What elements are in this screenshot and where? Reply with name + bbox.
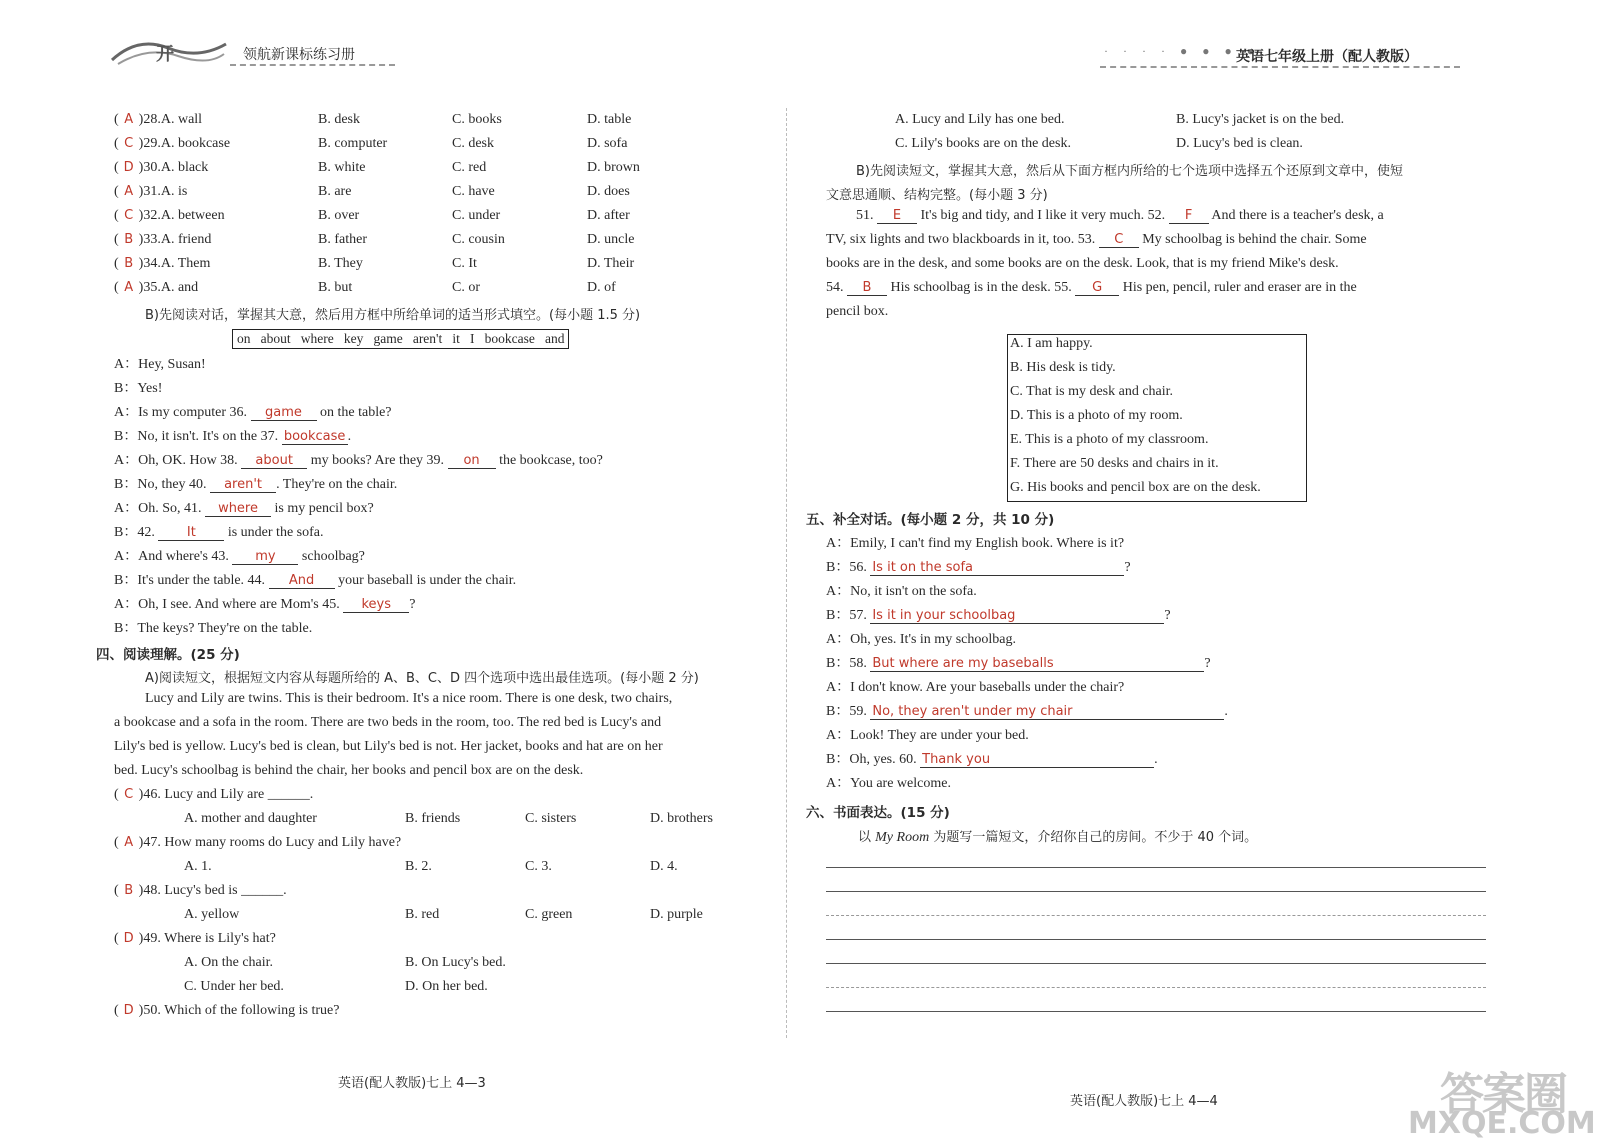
writing-line <box>826 915 1486 916</box>
q49-opt-d: D. On her bed. <box>405 979 488 994</box>
dialog-line: B：57. Is it in your schoolbag ? <box>826 608 1171 623</box>
part-b-instructions-right: B)先阅读短文，掌握其大意，然后从下面方框内所给的七个选项中选择五个还原到文章中，使短 <box>856 164 1403 179</box>
passage-right-line: 51. E It's big and tidy, and I like it very much. 52. F And there is a teacher's desk, a <box>856 208 1384 223</box>
mc-opt-b: B. are <box>318 184 352 199</box>
mc-opt-d: D. after <box>587 208 630 223</box>
mc-opt-c: C. or <box>452 280 480 295</box>
answer-blank: Is it in your schoolbag <box>870 608 1164 624</box>
writing-line <box>826 963 1486 964</box>
dialog-line: B：Oh, yes. 60. Thank you . <box>826 752 1158 767</box>
dialog-line: A：Oh, OK. How 38. about my books? Are they 39. on the bookcase, too? <box>114 453 603 468</box>
mc-row: ( B )34.A. Them <box>114 256 211 271</box>
word-box: on about where key game aren't it I bookcase and <box>232 329 569 349</box>
mc-row: ( B )33.A. friend <box>114 232 212 247</box>
dialog-line: A：Hey, Susan! <box>114 357 206 372</box>
dialog-line: A：Look! They are under your bed. <box>826 728 1029 743</box>
section-6-title: 六、书面表达。(15 分) <box>806 805 950 821</box>
dialog-line: A：Emily, I can't find my English book. Where is it? <box>826 536 1125 551</box>
mc-opt-b: B. white <box>318 160 366 175</box>
answer-blank: my <box>232 549 298 565</box>
writing-line <box>826 1011 1486 1012</box>
answer-blank: where <box>205 501 271 517</box>
dialog-line: A：Oh. So, 41. where is my pencil box? <box>114 501 374 516</box>
q47-opt-a: A. 1. <box>184 859 212 874</box>
q47-opt-d: D. 4. <box>650 859 678 874</box>
q50-opt-c: C. Lily's books are on the desk. <box>895 136 1071 151</box>
mc-opt-c: C. red <box>452 160 487 175</box>
mc-opt-c: C. cousin <box>452 232 505 247</box>
header-divider-right <box>1100 66 1460 68</box>
option-a: A. I am happy. <box>1010 336 1093 351</box>
answer-blank: But where are my baseballs <box>870 656 1204 672</box>
passage-right-line: 54. B His schoolbag is in the desk. 55. G His pen, pencil, ruler and eraser are in the <box>826 280 1357 295</box>
answer-53: C <box>1099 232 1139 248</box>
q48-opt-a: A. yellow <box>184 907 240 922</box>
watermark-url: MXQE.COM <box>1408 1106 1596 1141</box>
mc-opt-b: B. father <box>318 232 367 247</box>
option-d: D. This is a photo of my room. <box>1010 408 1183 423</box>
q46-opt-d: D. brothers <box>650 811 713 826</box>
option-c: C. That is my desk and chair. <box>1010 384 1174 399</box>
writing-prompt: 以 My Room 为题写一篇短文，介绍你自己的房间。不少于 40 个词。 <box>858 830 1258 845</box>
dialog-line: A：I don't know. Are your baseballs under the chair? <box>826 680 1125 695</box>
answer-blank: It <box>158 525 224 541</box>
answer-blank: bookcase <box>282 429 348 445</box>
watermark-logo: 答案圈 <box>1440 1069 1566 1120</box>
answer-blank: Is it on the sofa <box>870 560 1124 576</box>
dialog-line: B：No, they 40. aren't . They're on the chair. <box>114 477 398 492</box>
dialog-line: B：It's under the table. 44. And your baseball is under the chair. <box>114 573 517 588</box>
q46-opt-c: C. sisters <box>525 811 577 826</box>
dialog-line: A：You are welcome. <box>826 776 951 791</box>
mc-row: ( D )30.A. black <box>114 160 209 175</box>
answer-51: E <box>877 208 917 224</box>
option-f: F. There are 50 desks and chairs in it. <box>1010 456 1219 471</box>
svg-text:开: 开 <box>156 44 174 65</box>
dialog-line: B：The keys? They're on the table. <box>114 621 313 636</box>
q48-opt-d: D. purple <box>650 907 703 922</box>
footer-right: 英语(配人教版)七上 4—4 <box>1070 1094 1218 1109</box>
passage-right-line: pencil box. <box>826 304 889 319</box>
q48-opt-c: C. green <box>525 907 573 922</box>
column-divider <box>786 108 787 1038</box>
answer-52: F <box>1169 208 1209 224</box>
mc-row: ( C )29.A. bookcase <box>114 136 231 151</box>
passage-right-line: books are in the desk, and some books are on the desk. Look, that is my friend Mike's desk. <box>826 256 1339 271</box>
q46-opt-b: B. friends <box>405 811 461 826</box>
answer-54: B <box>847 280 887 296</box>
mc-opt-d: D. Their <box>587 256 635 271</box>
dialog-line: B：No, it isn't. It's on the 37. bookcase . <box>114 429 352 444</box>
writing-line <box>826 891 1486 892</box>
q49-opt-b: B. On Lucy's bed. <box>405 955 506 970</box>
q49-opt-a: A. On the chair. <box>184 955 274 970</box>
logo-icon <box>108 34 230 68</box>
mc-opt-c: C. have <box>452 184 495 199</box>
question-47: ( A )47. How many rooms do Lucy and Lily have? <box>114 835 402 850</box>
footer-left: 英语(配人教版)七上 4—3 <box>338 1076 486 1091</box>
answer-blank: aren't <box>210 477 276 493</box>
header-dots: · · · · ● ● ● ● <box>1104 44 1260 58</box>
mc-opt-d: D. table <box>587 112 632 127</box>
q49-opt-c: C. Under her bed. <box>184 979 284 994</box>
q47-opt-b: B. 2. <box>405 859 432 874</box>
question-49: ( D )49. Where is Lily's hat? <box>114 931 276 946</box>
mc-row: ( A )28.A. wall <box>114 112 203 127</box>
dialog-line: B：56. Is it on the sofa ? <box>826 560 1131 575</box>
option-g: G. His books and pencil box are on the desk. <box>1010 480 1261 495</box>
writing-line <box>826 939 1486 940</box>
q50-opt-a: A. Lucy and Lily has one bed. <box>895 112 1065 127</box>
question-50: ( D )50. Which of the following is true? <box>114 1003 340 1018</box>
mc-opt-d: D. does <box>587 184 630 199</box>
mc-opt-c: C. books <box>452 112 502 127</box>
option-b: B. His desk is tidy. <box>1010 360 1116 375</box>
mc-opt-b: B. over <box>318 208 360 223</box>
mc-opt-c: C. It <box>452 256 477 271</box>
answer-blank: And <box>269 573 335 589</box>
mc-opt-d: D. of <box>587 280 616 295</box>
answer-blank: Thank you <box>920 752 1154 768</box>
mc-opt-b: B. They <box>318 256 363 271</box>
passage-line: a bookcase and a sofa in the room. There are two beds in the room, too. The red bed is Lucy's and <box>114 715 662 730</box>
dialog-line: B：58. But where are my baseballs ? <box>826 656 1211 671</box>
writing-line <box>826 867 1486 868</box>
question-48: ( B )48. Lucy's bed is ______. <box>114 883 287 898</box>
header-right-title: 英语七年级上册（配人教版） <box>1236 49 1418 65</box>
mc-opt-d: D. brown <box>587 160 640 175</box>
q46-opt-a: A. mother and daughter <box>184 811 317 826</box>
header-title: 领航新课标练习册 <box>243 47 355 63</box>
mc-opt-c: C. under <box>452 208 501 223</box>
part-b-instructions-right-2: 文意思通顺、结构完整。(每小题 3 分) <box>826 188 1048 203</box>
answer-blank: about <box>241 453 307 469</box>
mc-opt-b: B. computer <box>318 136 388 151</box>
answer-55: G <box>1075 280 1119 296</box>
passage-line: Lily's bed is yellow. Lucy's bed is clean, but Lily's bed is not. Her jacket, books and hat are on her <box>114 739 663 754</box>
q47-opt-c: C. 3. <box>525 859 552 874</box>
passage-line: bed. Lucy's schoolbag is behind the chair, her books and pencil box are on the desk. <box>114 763 584 778</box>
mc-row: ( A )31.A. is <box>114 184 188 199</box>
question-46: ( C )46. Lucy and Lily are ______. <box>114 787 314 802</box>
mc-opt-d: D. sofa <box>587 136 628 151</box>
dialog-line: A：Oh, yes. It's in my schoolbag. <box>826 632 1016 647</box>
dialog-line: A：Is my computer 36. game on the table? <box>114 405 392 420</box>
mc-row: ( A )35.A. and <box>114 280 199 295</box>
answer-blank: game <box>251 405 317 421</box>
part-b-instructions: B)先阅读对话，掌握其大意，然后用方框中所给单词的适当形式填空。(每小题 1.5 分) <box>145 308 641 323</box>
answer-blank: on <box>448 453 496 469</box>
mc-row: ( C )32.A. between <box>114 208 225 223</box>
section-5-title: 五、补全对话。(每小题 2 分，共 10 分) <box>806 512 1055 528</box>
mc-opt-c: C. desk <box>452 136 494 151</box>
q48-opt-b: B. red <box>405 907 440 922</box>
option-e: E. This is a photo of my classroom. <box>1010 432 1209 447</box>
answer-blank: keys <box>343 597 409 613</box>
part-a-instructions: A)阅读短文，根据短文内容从每题所给的 A、B、C、D 四个选项中选出最佳选项。(每小题 2 分) <box>145 671 699 686</box>
dialog-line: A：No, it isn't on the sofa. <box>826 584 977 599</box>
header-logo <box>108 34 230 68</box>
header-divider-left <box>230 64 395 66</box>
section-4-title: 四、阅读理解。(25 分) <box>96 647 240 663</box>
mc-opt-b: B. but <box>318 280 353 295</box>
passage-right-line: TV, six lights and two blackboards in it, too. 53. C My schoolbag is behind the chair. Some <box>826 232 1367 247</box>
dialog-line: B：59. No, they aren't under my chair . <box>826 704 1228 719</box>
mc-opt-b: B. desk <box>318 112 360 127</box>
q50-opt-d: D. Lucy's bed is clean. <box>1176 136 1303 151</box>
mc-opt-d: D. uncle <box>587 232 635 247</box>
dialog-line: A：Oh, I see. And where are Mom's 45. keys ? <box>114 597 416 612</box>
passage-line: Lucy and Lily are twins. This is their bedroom. It's a nice room. There is one desk, two chairs, <box>145 691 673 706</box>
answer-blank: No, they aren't under my chair <box>870 704 1224 720</box>
writing-line <box>826 987 1486 988</box>
q50-opt-b: B. Lucy's jacket is on the bed. <box>1176 112 1345 127</box>
dialog-line: A：And where's 43. my schoolbag? <box>114 549 365 564</box>
dialog-line: B：42. It is under the sofa. <box>114 525 324 540</box>
dialog-line: B：Yes! <box>114 381 163 396</box>
